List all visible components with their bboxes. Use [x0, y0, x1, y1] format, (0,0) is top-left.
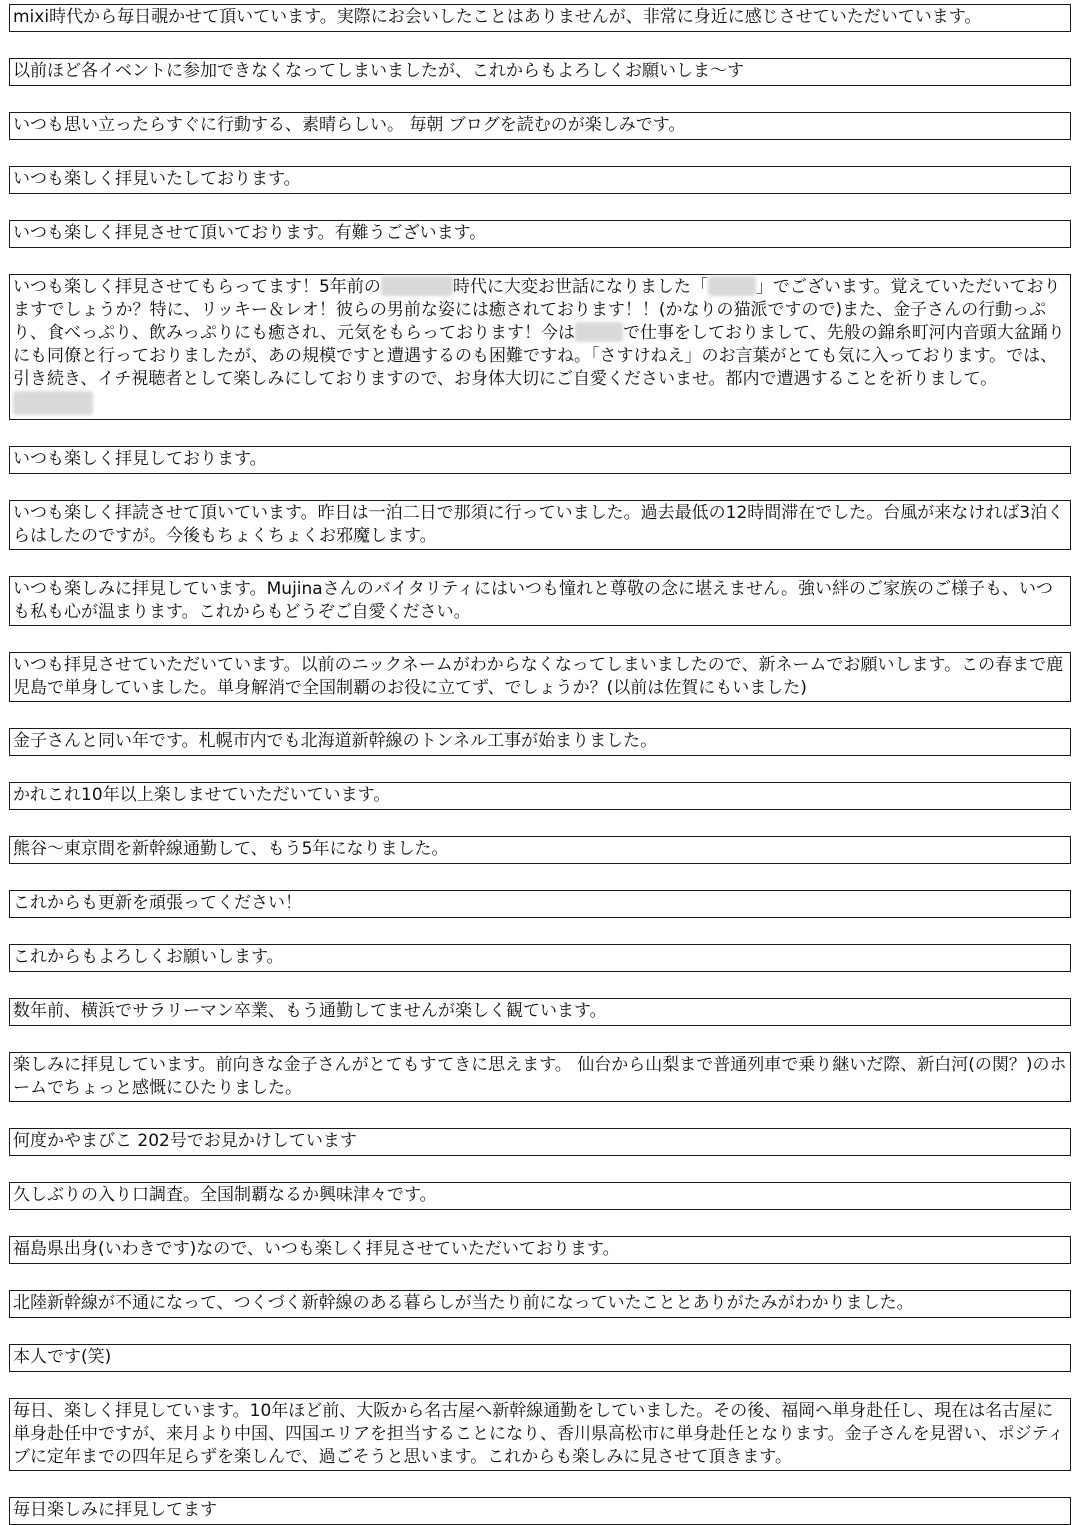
row-spacer	[10, 86, 1071, 113]
comment-text-part: で仕事をしておりまして、先般の錦糸町河内音頭大盆踊りにも同僚と行っておりましたが、あの規模ですと遭遇するのも困難ですね。「さすけねえ」のお言葉がとても気に入っております。では、引き続き、イチ視聴者として楽しみにしておりますので、お身体大切にご自愛くださいませ。都内で遭遇することを祈りまして。	[13, 323, 1065, 389]
row-spacer	[10, 1318, 1071, 1345]
comment-cell: いつも楽しみに拝見しています。Mujinaさんのバイタリティにはいつも憧れと尊敬の念に堪えません。強い絆のご家族のご様子も、いつも私も心が温まります。これからもどうぞご自愛ください。	[10, 577, 1071, 626]
row-spacer	[10, 756, 1071, 783]
row-spacer	[10, 32, 1071, 59]
row-spacer	[10, 972, 1071, 999]
comment-row	[10, 275, 1071, 420]
row-spacer	[10, 1471, 1071, 1498]
comment-cell: これからも更新を頑張ってください！	[10, 891, 1071, 918]
comment-row	[10, 729, 1071, 756]
comment-row	[10, 653, 1071, 702]
comment-row	[10, 999, 1071, 1026]
comment-cell	[10, 275, 1071, 420]
comment-row	[10, 577, 1071, 626]
comment-cell: 数年前、横浜でサラリーマン卒業、もう通勤してませんが楽しく観ています。	[10, 999, 1071, 1026]
row-spacer	[10, 474, 1071, 501]
comment-cell: 毎日、楽しく拝見しています。10年ほど前、大阪から名古屋へ新幹線通勤をしていました。その後、福岡へ単身赴任し、現在は名古屋に単身赴任中ですが、来月より中国、四国エリアを担当することになり、香川県高松市に単身赴任となります。金子さんを見習い、ポジティブに定年までの四年足らずを楽しんで、過ごそうと思います。これからも楽しみに見させて頂きます。	[10, 1399, 1071, 1471]
row-spacer	[10, 864, 1071, 891]
redacted-place-blur	[575, 322, 623, 342]
comment-row	[10, 1291, 1071, 1318]
row-spacer	[10, 1372, 1071, 1399]
comment-cell: 本人です(笑)	[10, 1345, 1071, 1372]
comment-text-part: いつも楽しく拝見させてもらってます！5年前の	[13, 277, 381, 297]
row-spacer	[10, 1264, 1071, 1291]
comment-text-part: 」でございます。覚えていただいておりますでしょうか？特に、リッキー＆レオ！彼らの男前な姿には癒されております！！(かなりの猫派ですので)また、金子さんの行動っぷり、食べっぷり、飲みっぷりにも癒され、元気をもらっております！今は	[13, 277, 1061, 343]
comment-cell: かれこれ10年以上楽しませていただいています。	[10, 783, 1071, 810]
comment-text-part: 時代に大変お世話になりました「	[452, 277, 708, 297]
comment-row	[10, 1498, 1071, 1525]
row-spacer	[10, 420, 1071, 447]
comment-row	[10, 1129, 1071, 1156]
row-spacer	[10, 918, 1071, 945]
row-spacer	[10, 1102, 1071, 1129]
comment-row	[10, 501, 1071, 550]
row-spacer	[10, 626, 1071, 653]
comment-cell: 楽しみに拝見しています。前向きな金子さんがとてもすてきに思えます。 仙台から山梨まで普通列車で乗り継いだ際、新白河(の関？)のホームでちょっと感慨にひたりました。	[10, 1053, 1071, 1102]
comment-cell: 金子さんと同い年です。札幌市内でも北海道新幹線のトンネル工事が始まりました。	[10, 729, 1071, 756]
comment-row	[10, 221, 1071, 248]
comment-row	[10, 167, 1071, 194]
row-spacer	[10, 702, 1071, 729]
comment-cell: これからもよろしくお願いします。	[10, 945, 1071, 972]
comment-cell: 以前ほど各イベントに参加できなくなってしまいましたが、これからもよろしくお願いしま～す	[10, 59, 1071, 86]
row-spacer	[10, 1156, 1071, 1183]
row-spacer	[10, 810, 1071, 837]
comment-cell: いつも思い立ったらすぐに行動する、素晴らしい。 毎朝 ブログを読むのが楽しみです。	[10, 113, 1071, 140]
comment-cell: 何度かやまびこ 202号でお見かけしています	[10, 1129, 1071, 1156]
comment-cell: 久しぶりの入り口調査。全国制覇なるか興味津々です。	[10, 1183, 1071, 1210]
row-spacer	[10, 1026, 1071, 1053]
comment-row	[10, 1345, 1071, 1372]
comment-cell: いつも楽しく拝見いたしております。	[10, 167, 1071, 194]
comment-row	[10, 1399, 1071, 1471]
comment-row	[10, 113, 1071, 140]
redacted-name-blur	[708, 276, 756, 296]
comment-row	[10, 5, 1071, 32]
row-spacer	[10, 248, 1071, 275]
comment-row	[10, 837, 1071, 864]
comment-cell: いつも楽しく拝読させて頂いています。昨日は一泊二日で那須に行っていました。過去最低の12時間滞在でした。台風が来なければ3泊くらはしたのですが。今後もちょくちょくお邪魔します。	[10, 501, 1071, 550]
comment-row	[10, 945, 1071, 972]
comment-row	[10, 59, 1071, 86]
row-spacer	[10, 140, 1071, 167]
comment-cell: いつも拝見させていただいています。以前のニックネームがわからなくなってしまいましたので、新ネームでお願いします。この春まで鹿児島で単身していました。単身解消で全国制覇のお役に立てず、でしょうか？(以前は佐賀にもいました)	[10, 653, 1071, 702]
redacted-signature-blur	[13, 391, 93, 415]
comment-row	[10, 1053, 1071, 1102]
comment-row	[10, 447, 1071, 474]
comment-row	[10, 1183, 1071, 1210]
comment-row	[10, 891, 1071, 918]
row-spacer	[10, 194, 1071, 221]
comment-row	[10, 783, 1071, 810]
comment-cell: いつも楽しく拝見させて頂いております。有難うございます。	[10, 221, 1071, 248]
comment-cell: 北陸新幹線が不通になって、つくづく新幹線のある暮らしが当たり前になっていたこととありがたみがわかりました。	[10, 1291, 1071, 1318]
row-spacer	[10, 550, 1071, 577]
comment-cell: いつも楽しく拝見しております。	[10, 447, 1071, 474]
comment-cell: 熊谷～東京間を新幹線通勤して、もう5年になりました。	[10, 837, 1071, 864]
comment-cell: mixi時代から毎日覗かせて頂いています。実際にお会いしたことはありませんが、非常に身近に感じさせていただいています。	[10, 5, 1071, 32]
comment-table	[9, 4, 1071, 1525]
comment-cell: 福島県出身(いわきです)なので、いつも楽しく拝見させていただいております。	[10, 1237, 1071, 1264]
comment-row	[10, 1237, 1071, 1264]
row-spacer	[10, 1210, 1071, 1237]
redacted-name-blur	[381, 276, 453, 296]
comment-cell: 毎日楽しみに拝見してます	[10, 1498, 1071, 1525]
